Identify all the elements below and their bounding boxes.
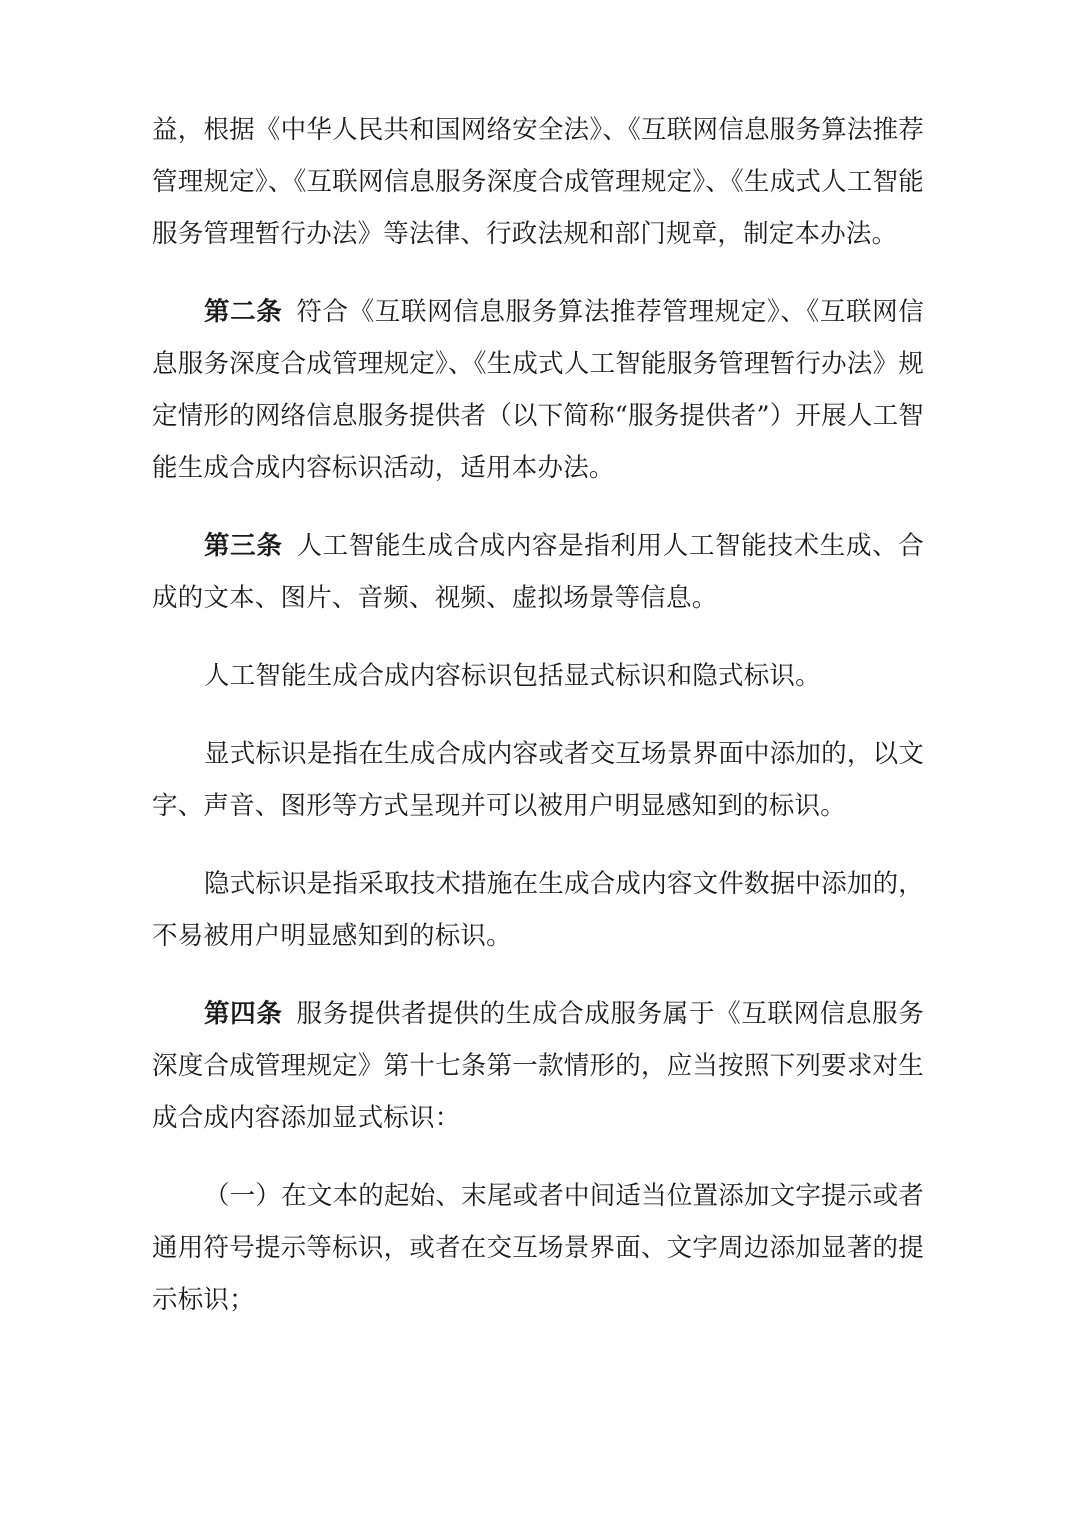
- paragraph-text: 隐式标识是指采取技术措施在生成合成内容文件数据中添加的，不易被用户明显感知到的标识。: [152, 869, 924, 951]
- article-label: 第二条: [204, 297, 283, 327]
- document-page: [152, 104, 924, 1352]
- identifier-types-paragraph: [152, 650, 924, 702]
- article-2-paragraph: [152, 286, 924, 494]
- paragraph-continuation: [152, 104, 924, 260]
- explicit-identifier-paragraph: [152, 728, 924, 832]
- paragraph-text: （一）在文本的起始、末尾或者中间适当位置添加文字提示或者通用符号提示等标识，或者在交互场景界面、文字周边添加显著的提示标识；: [152, 1181, 924, 1315]
- paragraph-text: 人工智能生成合成内容是指利用人工智能技术生成、合成的文本、图片、音频、视频、虚拟场景等信息。: [152, 531, 924, 613]
- article-label: 第四条: [204, 999, 283, 1029]
- paragraph-text: 服务提供者提供的生成合成服务属于《互联网信息服务深度合成管理规定》第十七条第一款情形的，应当按照下列要求对生成合成内容添加显式标识：: [152, 999, 924, 1133]
- paragraph-text: 显式标识是指在生成合成内容或者交互场景界面中添加的，以文字、声音、图形等方式呈现并可以被用户明显感知到的标识。: [152, 739, 924, 821]
- article-4-paragraph: [152, 988, 924, 1144]
- paragraph-text: 符合《互联网信息服务算法推荐管理规定》、《互联网信息服务深度合成管理规定》、《生成式人工智能服务管理暂行办法》规定情形的网络信息服务提供者（以下简称“服务提供者”）开展人工智能生成合成内容标识活动，适用本办法。: [152, 297, 924, 483]
- article-label: 第三条: [204, 531, 283, 561]
- implicit-identifier-paragraph: [152, 858, 924, 962]
- list-item-1-paragraph: [152, 1170, 924, 1326]
- paragraph-text: 益，根据《中华人民共和国网络安全法》、《互联网信息服务算法推荐管理规定》、《互联网信息服务深度合成管理规定》、《生成式人工智能服务管理暂行办法》等法律、行政法规和部门规章，制定本办法。: [152, 115, 924, 249]
- article-3-paragraph: [152, 520, 924, 624]
- paragraph-text: 人工智能生成合成内容标识包括显式标识和隐式标识。: [204, 661, 821, 691]
